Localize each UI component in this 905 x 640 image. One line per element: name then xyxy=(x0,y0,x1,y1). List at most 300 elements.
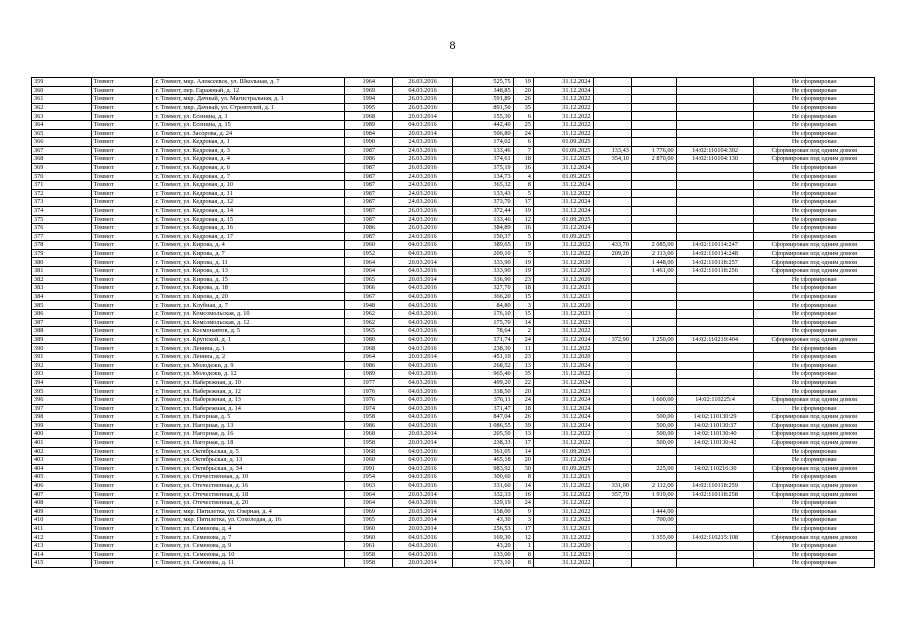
cell-build-year: 1987 xyxy=(345,189,393,198)
cell-plot-area xyxy=(593,112,631,121)
cell-status: Сформирован под одним домом xyxy=(754,490,875,499)
cell-area: 133,46 xyxy=(452,146,513,155)
cell-decision-date: 20.03.2014 xyxy=(393,516,453,525)
table-row xyxy=(32,370,875,379)
cell-status: Не сформирован xyxy=(754,361,875,370)
table-row xyxy=(32,120,875,129)
cell-cadastral-number: 14:02:110219:404 xyxy=(676,335,754,344)
cell-settlement: Томмот xyxy=(91,215,153,224)
cell-address: г. Томмот, ул. Есенина, д. 15 xyxy=(153,120,345,129)
cell-build-year: 1974 xyxy=(345,404,393,413)
cell-settlement: Томмот xyxy=(91,146,153,155)
cell-build-year: 1987 xyxy=(345,198,393,207)
cell-residents: 8 xyxy=(513,473,533,482)
cell-plot-area xyxy=(593,172,631,181)
cell-decision-date: 04.03.2016 xyxy=(393,241,453,250)
cell-cadastral-number: 14:02:110118:258 xyxy=(676,490,754,499)
cell-cadastral-number xyxy=(676,516,754,525)
cell-status: Не сформирован xyxy=(754,129,875,138)
cell-area: 389,65 xyxy=(452,241,513,250)
cell-land-area xyxy=(631,224,676,233)
cell-land-area xyxy=(631,138,676,147)
cell-plot-area xyxy=(593,361,631,370)
table-row xyxy=(32,163,875,172)
cell-plot-area xyxy=(593,232,631,241)
cell-settlement: Томмот xyxy=(91,370,153,379)
cell-decision-date: 20.03.2014 xyxy=(393,438,453,447)
cell-plot-area xyxy=(593,78,631,87)
cell-cadastral-number: 14:02:110114:247 xyxy=(676,241,754,250)
cell-address: г. Томмот, ул. Набережная, д. 10 xyxy=(153,378,345,387)
cell-land-area xyxy=(631,387,676,396)
cell-status: Не сформирован xyxy=(754,447,875,456)
cell-settlement: Томмот xyxy=(91,559,153,568)
cell-row-number: 364 xyxy=(32,120,92,129)
cell-residents: 5 xyxy=(513,232,533,241)
cell-status: Сформирован под одним домом xyxy=(754,155,875,164)
cell-deadline: 31.12.2020 xyxy=(533,267,593,276)
table-row xyxy=(32,559,875,568)
cell-decision-date: 04.03.2016 xyxy=(393,344,453,353)
cell-address: г. Томмот, ул. Отечественная, д. 10 xyxy=(153,473,345,482)
cell-area: 332,33 xyxy=(452,490,513,499)
cell-row-number: 362 xyxy=(32,103,92,112)
cell-cadastral-number xyxy=(676,542,754,551)
cell-decision-date: 04.03.2016 xyxy=(393,464,453,473)
table-row xyxy=(32,542,875,551)
cell-cadastral-number xyxy=(676,138,754,147)
cell-cadastral-number xyxy=(676,499,754,508)
table-body xyxy=(32,78,875,568)
cell-area: 451,10 xyxy=(452,353,513,362)
cell-settlement: Томмот xyxy=(91,232,153,241)
cell-plot-area xyxy=(593,198,631,207)
cell-row-number: 365 xyxy=(32,129,92,138)
cell-deadline: 31.12.2022 xyxy=(533,370,593,379)
cell-status: Не сформирован xyxy=(754,344,875,353)
cell-land-area xyxy=(631,292,676,301)
cell-deadline: 31.12.2022 xyxy=(533,95,593,104)
cell-plot-area xyxy=(593,387,631,396)
table-row xyxy=(32,206,875,215)
cell-deadline: 31.12.2022 xyxy=(533,112,593,121)
cell-cadastral-number xyxy=(676,387,754,396)
cell-decision-date: 04.03.2016 xyxy=(393,542,453,551)
cell-status: Не сформирован xyxy=(754,86,875,95)
cell-land-area: 500,00 xyxy=(631,438,676,447)
cell-build-year: 1964 xyxy=(345,499,393,508)
cell-land-area: 500,00 xyxy=(631,430,676,439)
cell-residents: 35 xyxy=(513,370,533,379)
cell-address: г. Томмот, ул. Кедровая, д. 14 xyxy=(153,206,345,215)
cell-land-area xyxy=(631,103,676,112)
cell-residents: 9 xyxy=(513,507,533,516)
cell-deadline: 31.12.2023 xyxy=(533,318,593,327)
cell-build-year: 1952 xyxy=(345,249,393,258)
cell-area: 331,60 xyxy=(452,481,513,490)
table-row xyxy=(32,189,875,198)
cell-deadline: 31.12.2022 xyxy=(533,438,593,447)
cell-land-area xyxy=(631,275,676,284)
table-row xyxy=(32,378,875,387)
cell-residents: 22 xyxy=(513,378,533,387)
cell-deadline: 31.12.2024 xyxy=(533,404,593,413)
cell-area: 506,80 xyxy=(452,129,513,138)
cell-settlement: Томмот xyxy=(91,172,153,181)
cell-deadline: 31.12.2020 xyxy=(533,275,593,284)
cell-decision-date: 20.03.2014 xyxy=(393,258,453,267)
cell-decision-date: 04.03.2016 xyxy=(393,447,453,456)
table-row xyxy=(32,456,875,465)
cell-decision-date: 04.03.2016 xyxy=(393,456,453,465)
table-row xyxy=(32,353,875,362)
cell-cadastral-number: 14:02:110216:30 xyxy=(676,464,754,473)
cell-row-number: 368 xyxy=(32,155,92,164)
cell-area: 375,19 xyxy=(452,163,513,172)
cell-cadastral-number: 14:02:110130:42 xyxy=(676,438,754,447)
cell-decision-date: 20.03.2014 xyxy=(393,524,453,533)
cell-row-number: 407 xyxy=(32,490,92,499)
cell-residents: 17 xyxy=(513,524,533,533)
cell-status: Сформирован под одним домом xyxy=(754,421,875,430)
table-row xyxy=(32,181,875,190)
cell-plot-area: 372,90 xyxy=(593,335,631,344)
cell-area: 374,61 xyxy=(452,155,513,164)
cell-deadline: 01.09.2025 xyxy=(533,138,593,147)
cell-cadastral-number xyxy=(676,310,754,319)
cell-row-number: 384 xyxy=(32,292,92,301)
cell-build-year: 1958 xyxy=(345,413,393,422)
cell-cadastral-number xyxy=(676,559,754,568)
cell-residents: 14 xyxy=(513,318,533,327)
cell-settlement: Томмот xyxy=(91,86,153,95)
cell-settlement: Томмот xyxy=(91,335,153,344)
cell-build-year: 1968 xyxy=(345,112,393,121)
cell-land-area xyxy=(631,189,676,198)
table-row xyxy=(32,499,875,508)
cell-area: 84,80 xyxy=(452,301,513,310)
cell-residents: 16 xyxy=(513,163,533,172)
cell-address: г. Томмот, ул. Нагорная, д. 5 xyxy=(153,413,345,422)
cell-residents: 12 xyxy=(513,215,533,224)
cell-area: 133,46 xyxy=(452,215,513,224)
cell-land-area xyxy=(631,524,676,533)
cell-decision-date: 04.03.2016 xyxy=(393,421,453,430)
cell-build-year: 1954 xyxy=(345,473,393,482)
cell-cadastral-number: 14:02:110118:257 xyxy=(676,258,754,267)
cell-settlement: Томмот xyxy=(91,155,153,164)
cell-settlement: Томмот xyxy=(91,481,153,490)
cell-residents: 13 xyxy=(513,361,533,370)
cell-build-year: 1990 xyxy=(345,138,393,147)
cell-decision-date: 04.03.2016 xyxy=(393,310,453,319)
cell-settlement: Томмот xyxy=(91,550,153,559)
cell-status: Сформирован под одним домом xyxy=(754,241,875,250)
table-row xyxy=(32,292,875,301)
cell-row-number: 372 xyxy=(32,189,92,198)
cell-decision-date: 04.03.2016 xyxy=(393,335,453,344)
cell-status: Сформирован под одним домом xyxy=(754,249,875,258)
cell-land-area: 1 461,00 xyxy=(631,267,676,276)
cell-cadastral-number xyxy=(676,215,754,224)
cell-build-year: 1960 xyxy=(345,524,393,533)
cell-build-year: 1987 xyxy=(345,163,393,172)
cell-decision-date: 04.03.2016 xyxy=(393,120,453,129)
cell-area: 372,44 xyxy=(452,206,513,215)
cell-deadline: 31.12.2020 xyxy=(533,353,593,362)
cell-address: г. Томмот, ул. Семенова, д. 4 xyxy=(153,524,345,533)
cell-cadastral-number: 14:02:110118:256 xyxy=(676,267,754,276)
cell-build-year: 1989 xyxy=(345,120,393,129)
table-row xyxy=(32,481,875,490)
cell-deadline: 31.12.2024 xyxy=(533,361,593,370)
cell-cadastral-number: 14:02:110225:4 xyxy=(676,395,754,404)
cell-address: г. Томмот, ул. Кирова, д. 4 xyxy=(153,241,345,250)
cell-address: г. Томмот, ул. Кедровая, д. 6 xyxy=(153,163,345,172)
cell-settlement: Томмот xyxy=(91,421,153,430)
table-row xyxy=(32,155,875,164)
table-row xyxy=(32,421,875,430)
cell-row-number: 361 xyxy=(32,95,92,104)
cell-plot-area xyxy=(593,404,631,413)
cell-residents: 23 xyxy=(513,353,533,362)
cell-land-area xyxy=(631,370,676,379)
cell-residents: 35 xyxy=(513,103,533,112)
cell-build-year: 1987 xyxy=(345,232,393,241)
cell-settlement: Томмот xyxy=(91,258,153,267)
cell-cadastral-number xyxy=(676,78,754,87)
cell-area: 327,70 xyxy=(452,284,513,293)
cell-land-area xyxy=(631,129,676,138)
cell-settlement: Томмот xyxy=(91,301,153,310)
cell-plot-area xyxy=(593,524,631,533)
cell-row-number: 382 xyxy=(32,275,92,284)
cell-status: Не сформирован xyxy=(754,516,875,525)
cell-deadline: 31.12.2021 xyxy=(533,473,593,482)
cell-settlement: Томмот xyxy=(91,524,153,533)
cell-residents: 19 xyxy=(513,258,533,267)
cell-deadline: 31.12.2022 xyxy=(533,499,593,508)
cell-row-number: 359 xyxy=(32,78,92,87)
cell-build-year: 1986 xyxy=(345,421,393,430)
cell-build-year: 1967 xyxy=(345,292,393,301)
cell-row-number: 408 xyxy=(32,499,92,508)
cell-decision-date: 04.03.2016 xyxy=(393,370,453,379)
cell-status: Сформирован под одним домом xyxy=(754,464,875,473)
cell-area: 333,90 xyxy=(452,267,513,276)
cell-land-area xyxy=(631,206,676,215)
cell-status: Не сформирован xyxy=(754,198,875,207)
cell-row-number: 376 xyxy=(32,224,92,233)
table-row xyxy=(32,224,875,233)
cell-decision-date: 20.03.2014 xyxy=(393,490,453,499)
cell-row-number: 389 xyxy=(32,335,92,344)
cell-row-number: 412 xyxy=(32,533,92,542)
cell-status: Сформирован под одним домом xyxy=(754,258,875,267)
cell-cadastral-number xyxy=(676,275,754,284)
cell-status: Не сформирован xyxy=(754,542,875,551)
cell-deadline: 31.12.2022 xyxy=(533,189,593,198)
cell-status: Сформирован под одним домом xyxy=(754,533,875,542)
cell-plot-area xyxy=(593,395,631,404)
cell-build-year: 1961 xyxy=(345,542,393,551)
table-row xyxy=(32,447,875,456)
table-row xyxy=(32,473,875,482)
cell-settlement: Томмот xyxy=(91,490,153,499)
cell-plot-area xyxy=(593,189,631,198)
cell-decision-date: 04.03.2016 xyxy=(393,284,453,293)
cell-decision-date: 04.03.2016 xyxy=(393,499,453,508)
cell-build-year: 1991 xyxy=(345,464,393,473)
cell-cadastral-number xyxy=(676,103,754,112)
table-row xyxy=(32,430,875,439)
cell-residents: 19 xyxy=(513,206,533,215)
cell-build-year: 1976 xyxy=(345,395,393,404)
cell-area: 384,89 xyxy=(452,224,513,233)
cell-residents: 39 xyxy=(513,421,533,430)
cell-address: г. Томмот, ул. Отечественная, д. 16 xyxy=(153,481,345,490)
cell-settlement: Томмот xyxy=(91,267,153,276)
cell-row-number: 373 xyxy=(32,198,92,207)
table-row xyxy=(32,344,875,353)
cell-residents: 24 xyxy=(513,499,533,508)
cell-build-year: 1958 xyxy=(345,550,393,559)
cell-decision-date: 24.03.2016 xyxy=(393,189,453,198)
cell-residents: 7 xyxy=(513,146,533,155)
cell-address: г. Томмот, ул. Ленина, д. 1 xyxy=(153,344,345,353)
cell-area: 173,10 xyxy=(452,559,513,568)
cell-residents: 1 xyxy=(513,542,533,551)
cell-land-area xyxy=(631,310,676,319)
table-row xyxy=(32,103,875,112)
cell-land-area: 2 085,00 xyxy=(631,241,676,250)
cell-land-area: 1 250,00 xyxy=(631,335,676,344)
cell-deadline: 31.12.2022 xyxy=(533,327,593,336)
cell-land-area xyxy=(631,447,676,456)
cell-plot-area xyxy=(593,318,631,327)
cell-cadastral-number: 14:02:110215:108 xyxy=(676,533,754,542)
cell-deadline: 31.12.2024 xyxy=(533,78,593,87)
table-row xyxy=(32,404,875,413)
cell-residents: 11 xyxy=(513,344,533,353)
cell-settlement: Томмот xyxy=(91,473,153,482)
cell-decision-date: 26.03.2016 xyxy=(393,224,453,233)
cell-plot-area xyxy=(593,292,631,301)
table-row xyxy=(32,198,875,207)
cell-status: Не сформирован xyxy=(754,224,875,233)
cell-address: г. Томмот, ул. Кедровая, д. 10 xyxy=(153,181,345,190)
cell-area: 465,18 xyxy=(452,456,513,465)
cell-status: Не сформирован xyxy=(754,327,875,336)
cell-cadastral-number xyxy=(676,353,754,362)
cell-area: 78,64 xyxy=(452,327,513,336)
cell-address: г. Томмот, ул. Набережная, д. 13 xyxy=(153,395,345,404)
cell-plot-area xyxy=(593,138,631,147)
cell-decision-date: 04.03.2016 xyxy=(393,378,453,387)
cell-land-area xyxy=(631,78,676,87)
cell-area: 371,47 xyxy=(452,404,513,413)
cell-cadastral-number: 14:02:110130:40 xyxy=(676,430,754,439)
cell-row-number: 374 xyxy=(32,206,92,215)
cell-deadline: 01.09.2025 xyxy=(533,215,593,224)
cell-land-area: 225,00 xyxy=(631,464,676,473)
cell-deadline: 31.12.2020 xyxy=(533,542,593,551)
cell-build-year: 1964 xyxy=(345,490,393,499)
cell-plot-area xyxy=(593,370,631,379)
cell-status: Не сформирован xyxy=(754,550,875,559)
cell-settlement: Томмот xyxy=(91,189,153,198)
cell-residents: 15 xyxy=(513,292,533,301)
cell-cadastral-number xyxy=(676,473,754,482)
cell-area: 158,00 xyxy=(452,507,513,516)
cell-deadline: 01.09.2025 xyxy=(533,447,593,456)
cell-plot-area: 209,20 xyxy=(593,249,631,258)
cell-land-area xyxy=(631,327,676,336)
cell-status: Не сформирован xyxy=(754,232,875,241)
cell-decision-date: 04.03.2016 xyxy=(393,361,453,370)
cell-area: 176,10 xyxy=(452,310,513,319)
cell-row-number: 402 xyxy=(32,447,92,456)
cell-area: 43,30 xyxy=(452,516,513,525)
cell-build-year: 1958 xyxy=(345,438,393,447)
cell-deadline: 31.12.2021 xyxy=(533,292,593,301)
cell-area: 371,74 xyxy=(452,335,513,344)
cell-deadline: 31.12.2022 xyxy=(533,241,593,250)
cell-row-number: 371 xyxy=(32,181,92,190)
cell-deadline: 31.12.2022 xyxy=(533,103,593,112)
cell-land-area: 2 870,00 xyxy=(631,155,676,164)
cell-address: г. Томмот, ул. Октябрьская, д. 5 xyxy=(153,447,345,456)
cell-address: г. Томмот, ул. Октябрьская, д. 34 xyxy=(153,464,345,473)
cell-area: 366,20 xyxy=(452,292,513,301)
cell-row-number: 375 xyxy=(32,215,92,224)
cell-status: Не сформирован xyxy=(754,387,875,396)
cell-residents: 19 xyxy=(513,241,533,250)
cell-address: г. Томмот, ул. Молодежи, д. 12 xyxy=(153,370,345,379)
cell-decision-date: 26.03.2016 xyxy=(393,103,453,112)
cell-cadastral-number xyxy=(676,301,754,310)
cell-status: Не сформирован xyxy=(754,95,875,104)
cell-cadastral-number xyxy=(676,327,754,336)
cell-row-number: 392 xyxy=(32,361,92,370)
cell-status: Не сформирован xyxy=(754,275,875,284)
cell-row-number: 399 xyxy=(32,421,92,430)
cell-build-year: 1962 xyxy=(345,310,393,319)
cell-decision-date: 26.03.2016 xyxy=(393,95,453,104)
cell-area: 348,85 xyxy=(452,86,513,95)
table-row xyxy=(32,413,875,422)
cell-deadline: 31.12.2022 xyxy=(533,129,593,138)
cell-status: Сформирован под одним домом xyxy=(754,481,875,490)
cell-deadline: 31.12.2022 xyxy=(533,507,593,516)
cell-decision-date: 24.03.2016 xyxy=(393,172,453,181)
cell-decision-date: 26.03.2016 xyxy=(393,206,453,215)
cell-status: Сформирован под одним домом xyxy=(754,430,875,439)
cell-area: 376,11 xyxy=(452,395,513,404)
cell-build-year: 1987 xyxy=(345,181,393,190)
cell-residents: 20 xyxy=(513,387,533,396)
cell-residents: 18 xyxy=(513,404,533,413)
cell-residents: 14 xyxy=(513,447,533,456)
cell-plot-area xyxy=(593,206,631,215)
cell-area: 150,37 xyxy=(452,232,513,241)
cell-address: г. Томмот, мкр. Дачный, ул. Магистральная, д. 1 xyxy=(153,95,345,104)
cell-decision-date: 04.03.2016 xyxy=(393,413,453,422)
cell-cadastral-number xyxy=(676,224,754,233)
cell-deadline: 01.09.2025 xyxy=(533,232,593,241)
table-row xyxy=(32,318,875,327)
cell-row-number: 410 xyxy=(32,516,92,525)
